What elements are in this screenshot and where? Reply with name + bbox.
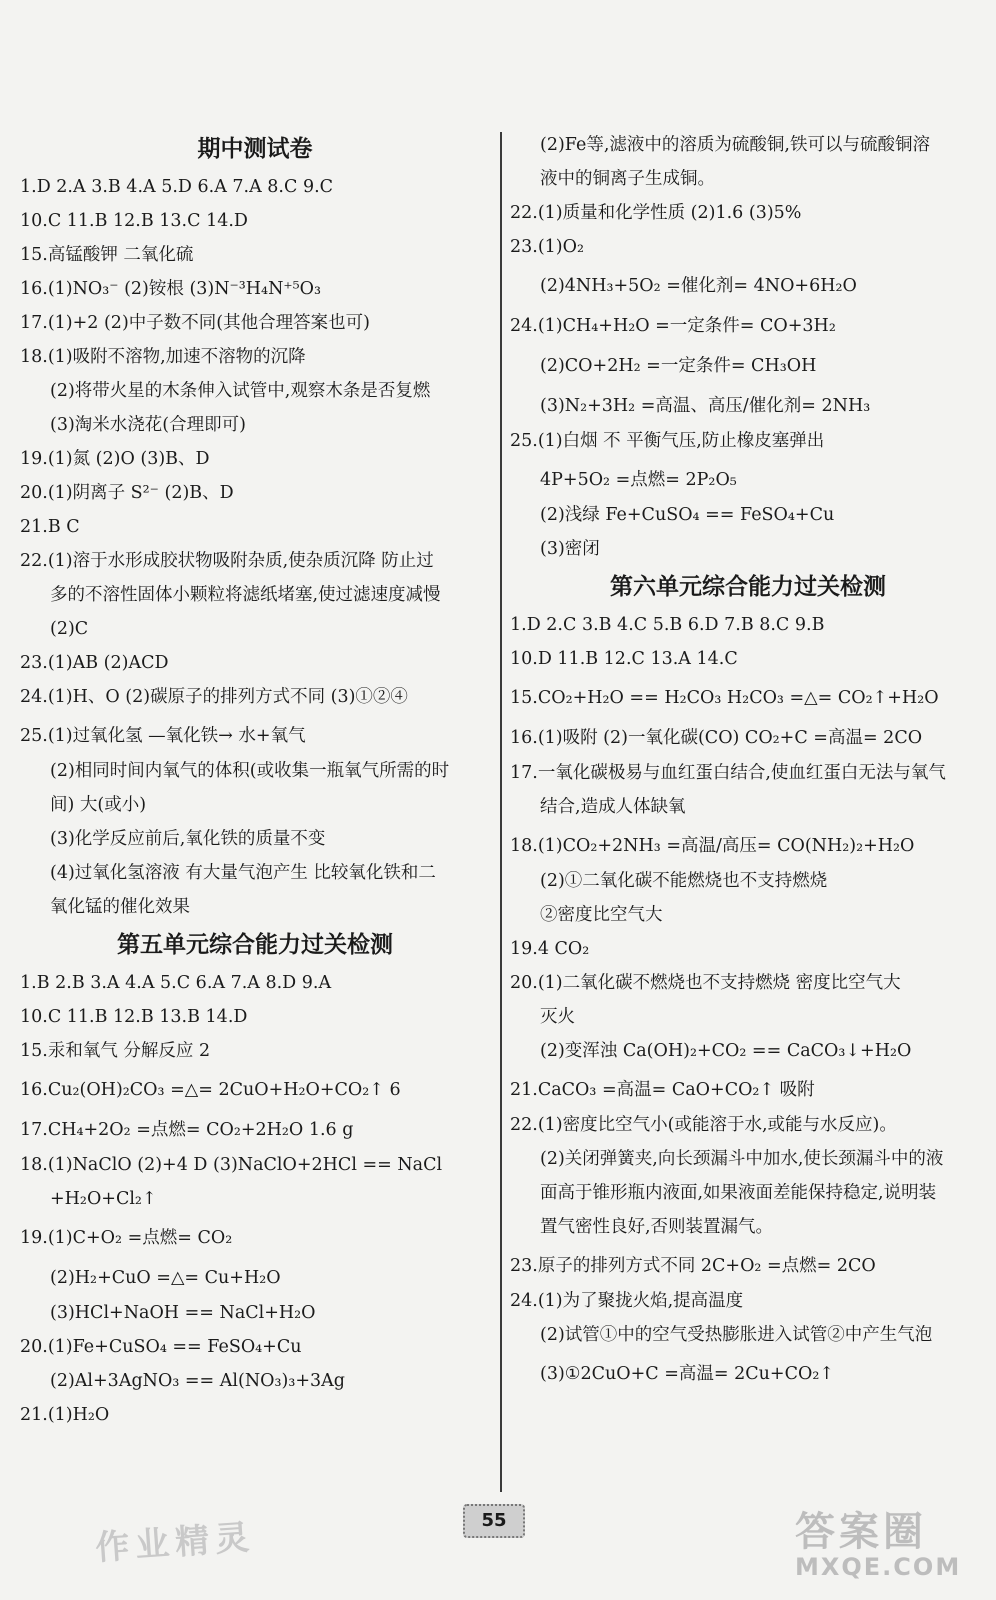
answer-line: 15.高锰酸钾 二氧化硫	[20, 245, 194, 265]
answer-line: 10.C 11.B 12.B 13.C 14.D	[20, 211, 248, 231]
answer-line: 24.(1)为了聚拢火焰,提高温度	[510, 1291, 744, 1311]
answer-line: 17.(1)+2 (2)中子数不同(其他合理答案也可)	[20, 313, 370, 333]
answer-line: 22.(1)密度比空气小(或能溶于水,或能与水反应)。	[510, 1115, 897, 1135]
answer-line: 18.(1)NaClO (2)+4 D (3)NaClO+2HCl == NaCl	[20, 1155, 443, 1175]
column-divider	[500, 132, 502, 1492]
answer-line: 灭火	[540, 1007, 575, 1027]
answer-line: 16.(1)吸附 (2)一氧化碳(CO) CO₂+C =高温= 2CO	[510, 728, 923, 748]
answer-line: (2)C	[50, 619, 89, 639]
answer-line: (2)试管①中的空气受热膨胀进入试管②中产生气泡	[540, 1325, 933, 1345]
answer-line: (2)变浑浊 Ca(OH)₂+CO₂ == CaCO₃↓+H₂O	[540, 1041, 912, 1061]
answer-line: 17.CH₄+2O₂ =点燃= CO₂+2H₂O 1.6 g	[20, 1120, 354, 1140]
answer-line: 20.(1)Fe+CuSO₄ == FeSO₄+Cu	[20, 1337, 302, 1357]
right-column	[510, 128, 986, 1392]
answer-line: 19.(1)氮 (2)O (3)B、D	[20, 449, 210, 469]
answer-line: (2)Fe等,滤液中的溶质为硫酸铜,铁可以与硫酸铜溶	[540, 135, 930, 155]
answer-line: 1.D 2.A 3.B 4.A 5.D 6.A 7.A 8.C 9.C	[20, 177, 334, 197]
answer-line: (4)过氧化氢溶液 有大量气泡产生 比较氧化铁和二	[50, 863, 436, 883]
answer-line: 液中的铜离子生成铜。	[540, 169, 715, 189]
watermark-left: 作业精灵	[94, 1517, 257, 1569]
answer-line: ②密度比空气大	[540, 905, 663, 925]
answer-line: (2)将带火星的木条伸入试管中,观察木条是否复燃	[50, 381, 431, 401]
answer-line: 10.D 11.B 12.C 13.A 14.C	[510, 649, 738, 669]
answer-line: (3)淘米水浇花(合理即可)	[50, 415, 246, 435]
answer-line: 21.B C	[20, 517, 80, 537]
answer-line: 4P+5O₂ =点燃= 2P₂O₅	[540, 470, 737, 490]
answer-line: 1.B 2.B 3.A 4.A 5.C 6.A 7.A 8.D 9.A	[20, 973, 332, 993]
answer-line: (3)HCl+NaOH == NaCl+H₂O	[50, 1303, 316, 1323]
answer-line: 面高于锥形瓶内液面,如果液面差能保持稳定,说明装	[540, 1183, 937, 1203]
answer-line: 20.(1)阴离子 S²⁻ (2)B、D	[20, 483, 234, 503]
answer-line: 氧化锰的催化效果	[50, 897, 190, 917]
answer-line: 16.Cu₂(OH)₂CO₃ =△= 2CuO+H₂O+CO₂↑ 6	[20, 1080, 401, 1100]
answer-line: (2)①二氧化碳不能燃烧也不支持燃烧	[540, 871, 828, 891]
watermark-url: MXQE.COM	[795, 1553, 962, 1581]
answer-line: (3)密闭	[540, 539, 600, 559]
left-column	[20, 128, 490, 1432]
answer-line: 25.(1)过氧化氢 —氧化铁→ 水+氧气	[20, 726, 306, 746]
answer-line: 24.(1)CH₄+H₂O =一定条件= CO+3H₂	[510, 316, 836, 336]
answer-line: 15.汞和氧气 分解反应 2	[20, 1041, 211, 1061]
answer-line: 22.(1)溶于水形成胶状物吸附杂质,使杂质沉降 防止过	[20, 551, 434, 571]
answer-line: 16.(1)NO₃⁻ (2)铵根 (3)N⁻³H₄N⁺⁵O₃	[20, 279, 322, 299]
answer-line: (2)浅绿 Fe+CuSO₄ == FeSO₄+Cu	[540, 505, 835, 525]
answer-line: 18.(1)吸附不溶物,加速不溶物的沉降	[20, 347, 306, 367]
answer-line: 21.(1)H₂O	[20, 1405, 110, 1425]
answer-line: +H₂O+Cl₂↑	[50, 1189, 157, 1209]
watermark-right	[795, 1500, 985, 1590]
answer-line: 多的不溶性固体小颗粒将滤纸堵塞,使过滤速度减慢	[50, 585, 441, 605]
answer-line: 结合,造成人体缺氧	[540, 797, 686, 817]
answer-line: 23.(1)O₂	[510, 237, 584, 257]
answer-line: 间) 大(或小)	[50, 795, 147, 815]
answer-line: (2)H₂+CuO =△= Cu+H₂O	[50, 1268, 281, 1288]
answer-line: (3)N₂+3H₂ =高温、高压/催化剂= 2NH₃	[540, 396, 871, 416]
section-title-unit5: 第五单元综合能力过关检测	[117, 932, 393, 958]
answer-line: 19.4 CO₂	[510, 939, 590, 959]
answer-line: (2)4NH₃+5O₂ =催化剂= 4NO+6H₂O	[540, 276, 857, 296]
answer-line: 17.一氧化碳极易与血红蛋白结合,使血红蛋白无法与氧气	[510, 763, 946, 783]
answer-line: (3)化学反应前后,氧化铁的质量不变	[50, 829, 326, 849]
answer-line: 置气密性良好,否则装置漏气。	[540, 1217, 774, 1237]
watermark-text: 答案圈	[795, 1509, 927, 1555]
answer-line: 15.CO₂+H₂O == H₂CO₃ H₂CO₃ =△= CO₂↑+H₂O	[510, 688, 939, 708]
page-number: 55	[463, 1504, 525, 1538]
answer-line: 20.(1)二氧化碳不燃烧也不支持燃烧 密度比空气大	[510, 973, 901, 993]
answer-line: (2)相同时间内氧气的体积(或收集一瓶氧气所需的时	[50, 761, 450, 781]
answer-line: (3)①2CuO+C =高温= 2Cu+CO₂↑	[540, 1364, 834, 1384]
answer-line: 10.C 11.B 12.B 13.B 14.D	[20, 1007, 248, 1027]
section-title-midterm: 期中测试卷	[197, 136, 313, 162]
answer-line: (2)CO+2H₂ =一定条件= CH₃OH	[540, 356, 817, 376]
answer-line: 24.(1)H、O (2)碳原子的排列方式不同 (3)①②④	[20, 687, 408, 707]
answer-line: 22.(1)质量和化学性质 (2)1.6 (3)5%	[510, 203, 802, 223]
answer-line: 25.(1)白烟 不 平衡气压,防止橡皮塞弹出	[510, 431, 825, 451]
answer-line: 1.D 2.C 3.B 4.C 5.B 6.D 7.B 8.C 9.B	[510, 615, 825, 635]
answer-line: 18.(1)CO₂+2NH₃ =高温/高压= CO(NH₂)₂+H₂O	[510, 836, 915, 856]
answer-line: 19.(1)C+O₂ =点燃= CO₂	[20, 1228, 233, 1248]
section-title-unit6: 第六单元综合能力过关检测	[610, 574, 886, 600]
answer-line: 23.原子的排列方式不同 2C+O₂ =点燃= 2CO	[510, 1256, 876, 1276]
answer-line: (2)关闭弹簧夹,向长颈漏斗中加水,使长颈漏斗中的液	[540, 1149, 944, 1169]
answer-line: 23.(1)AB (2)ACD	[20, 653, 169, 673]
answer-line: (2)Al+3AgNO₃ == Al(NO₃)₃+3Ag	[50, 1371, 346, 1391]
answer-line: 21.CaCO₃ =高温= CaO+CO₂↑ 吸附	[510, 1080, 815, 1100]
